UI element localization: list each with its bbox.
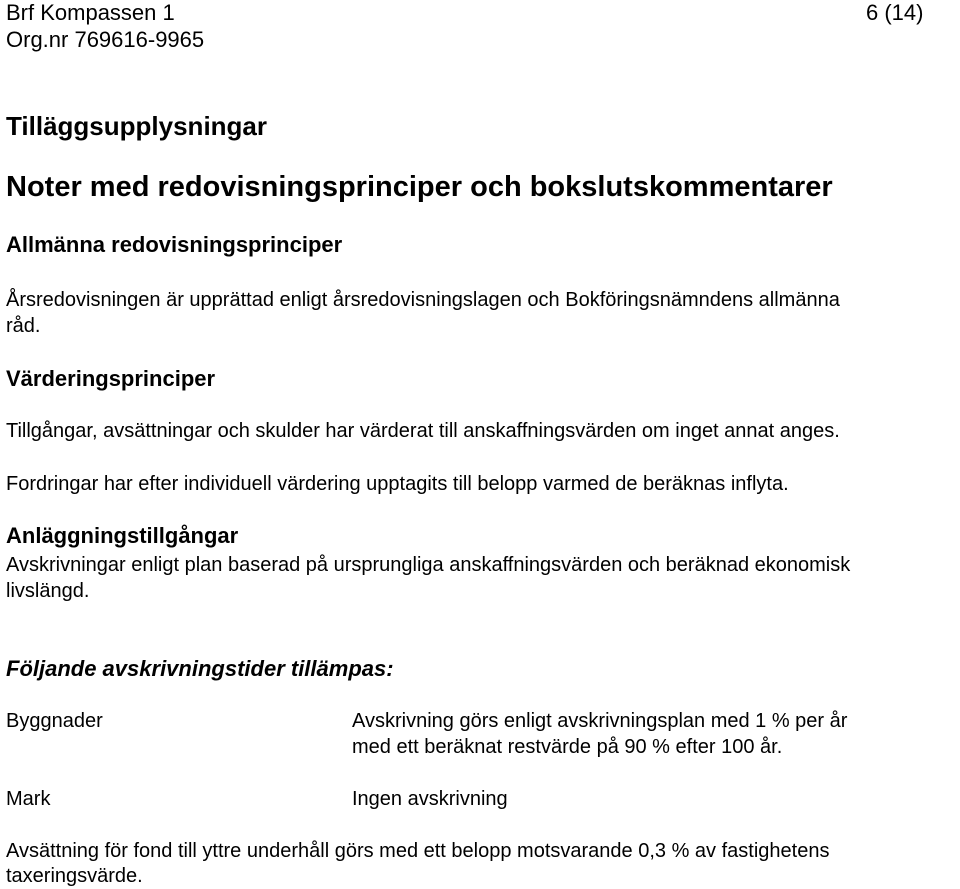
fixed-assets-heading: Anläggningstillgångar — [6, 523, 239, 548]
depreciation-desc-buildings-line1: Avskrivning görs enligt avskrivningsplan med 1 % per år — [352, 710, 848, 732]
depreciation-desc-land: Ingen avskrivning — [352, 788, 508, 810]
depreciation-label-land: Mark — [6, 788, 51, 810]
general-text-line2: råd. — [6, 315, 41, 337]
general-text-line1: Årsredovisningen är upprättad enligt årsredovisningslagen och Bokföringsnämndens allmänna — [6, 289, 840, 311]
fixed-assets-text-line2: livslängd. — [6, 580, 90, 602]
valuation-text-1: Tillgångar, avsättningar och skulder har värderat till anskaffningsvärden om inget annat anges. — [6, 420, 840, 442]
valuation-heading: Värderingsprinciper — [6, 366, 216, 391]
valuation-text-2: Fordringar har efter individuell värdering upptagits till belopp varmed de beräknas inflyta. — [6, 473, 789, 495]
page-indicator: 6 (14) — [866, 0, 924, 25]
depreciation-label-buildings: Byggnader — [6, 710, 103, 732]
org-number: Org.nr 769616-9965 — [6, 27, 205, 52]
page-subtitle: Noter med redovisningsprinciper och bokslutskommentarer — [6, 171, 833, 203]
depreciation-desc-buildings-line2: med ett beräknat restvärde på 90 % efter 100 år. — [352, 736, 783, 758]
general-heading: Allmänna redovisningsprinciper — [6, 232, 343, 257]
page-title: Tilläggsupplysningar — [6, 111, 268, 141]
org-name: Brf Kompassen 1 — [6, 0, 175, 25]
fund-text-line1: Avsättning för fond till yttre underhåll görs med ett belopp motsvarande 0,3 % av fastighetens — [6, 840, 830, 862]
fund-text-line2: taxeringsvärde. — [6, 865, 143, 887]
depreciation-heading: Följande avskrivningstider tillämpas: — [6, 656, 394, 681]
fixed-assets-text-line1: Avskrivningar enligt plan baserad på ursprungliga anskaffningsvärden och beräknad ekonomisk — [6, 554, 851, 576]
